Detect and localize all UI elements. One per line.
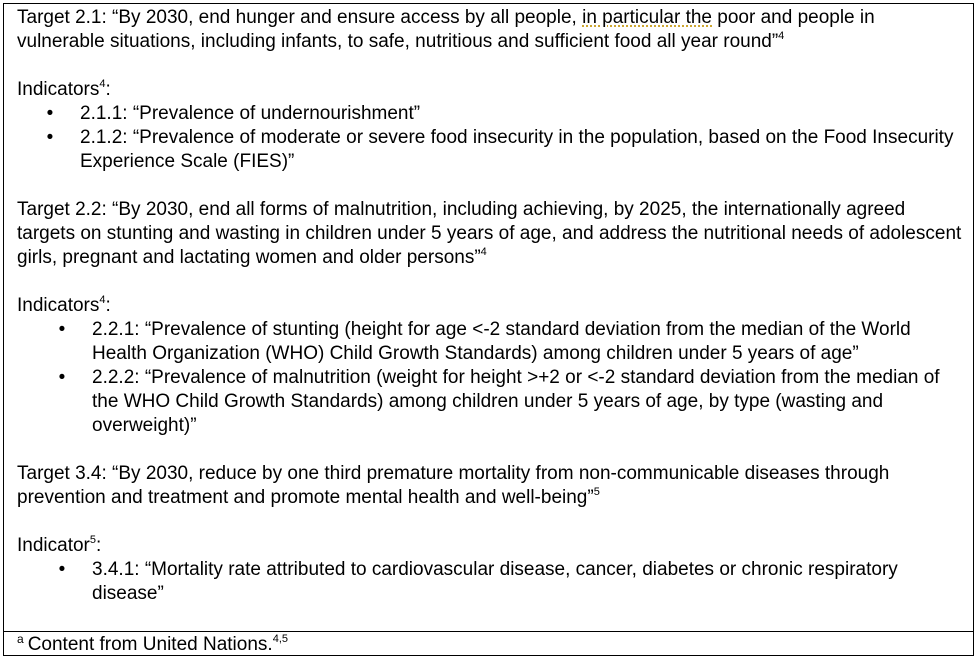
footnote-text: Content from United Nations. [27, 634, 273, 655]
indicators-2-2-heading: Indicators$^4$: [17, 293, 111, 316]
footnote-divider [3, 631, 974, 632]
footnote-marker: a [17, 631, 24, 646]
reference-superscript: 5 [89, 533, 96, 546]
reference-superscript: 4 [99, 293, 106, 306]
bullet-icon: • [46, 127, 54, 148]
reference-superscript: 4,5 [272, 632, 288, 645]
bullet-icon: • [46, 103, 54, 124]
list-item: • 2.2.2: “Prevalence of malnutrition (weight for height >+2 or <-2 standard deviation from the median of the WHO Child Growth Standards) among children under 5 years of age, by type (wasting and overweight)” [92, 366, 962, 438]
target-2-1-rest: poor and people in vulnerable situations, including infants, to safe, nutritious and sufficient food all year round” [17, 7, 875, 52]
bullet-icon: • [58, 367, 66, 388]
reference-superscript: 4 [480, 245, 487, 258]
list-item: • 2.1.2: “Prevalence of moderate or severe food insecurity in the population, based on the Food Insecurity Experience Scale (FIES)” [80, 126, 962, 174]
indicator-3-4-heading: Indicator$^5$: [17, 533, 102, 556]
indicators-2-2-list [58, 318, 962, 438]
indicators-2-1-list [46, 102, 962, 174]
reference-superscript: 4 [778, 29, 785, 42]
indicators-2-1-heading: Indicators$^4$: [17, 77, 111, 100]
indicator-3-4-list [58, 558, 962, 606]
target-2-1-lead: Target 2.1: “By 2030, end hunger and ensure access by all people, [17, 7, 583, 28]
list-item: • 2.1.1: “Prevalence of undernourishment” [80, 102, 962, 126]
grammar-flagged-phrase[interactable]: in particular the [582, 7, 712, 28]
target-2-1 [17, 6, 962, 54]
reference-superscript: 4 [99, 77, 106, 90]
target-2-2: Target 2.2: “By 2030, end all forms of malnutrition, including achieving, by 2025, the internationally agreed targets on stunting and wasting in children under 5 years of age, and address the nutritional needs of adolescent girls, pregnant and lactating women and older persons”$^4$ [17, 199, 962, 268]
table-footnote[interactable] [17, 633, 962, 657]
table-cell-content[interactable] [17, 6, 962, 606]
list-item: • 2.2.1: “Prevalence of stunting (height for age <-2 standard deviation from the median of the World Health Organization (WHO) Child Growth Standards) among children under 5 years of age” [92, 318, 962, 366]
list-item: • 3.4.1: “Mortality rate attributed to cardiovascular disease, cancer, diabetes or chronic respiratory disease” [92, 558, 962, 606]
bullet-icon: • [58, 559, 66, 580]
reference-superscript: 5 [593, 485, 600, 498]
target-3-4: Target 3.4: “By 2030, reduce by one third premature mortality from non-communicable diseases through prevention and treatment and promote mental health and well-being”$^5$ [17, 463, 890, 508]
bullet-icon: • [58, 319, 66, 340]
